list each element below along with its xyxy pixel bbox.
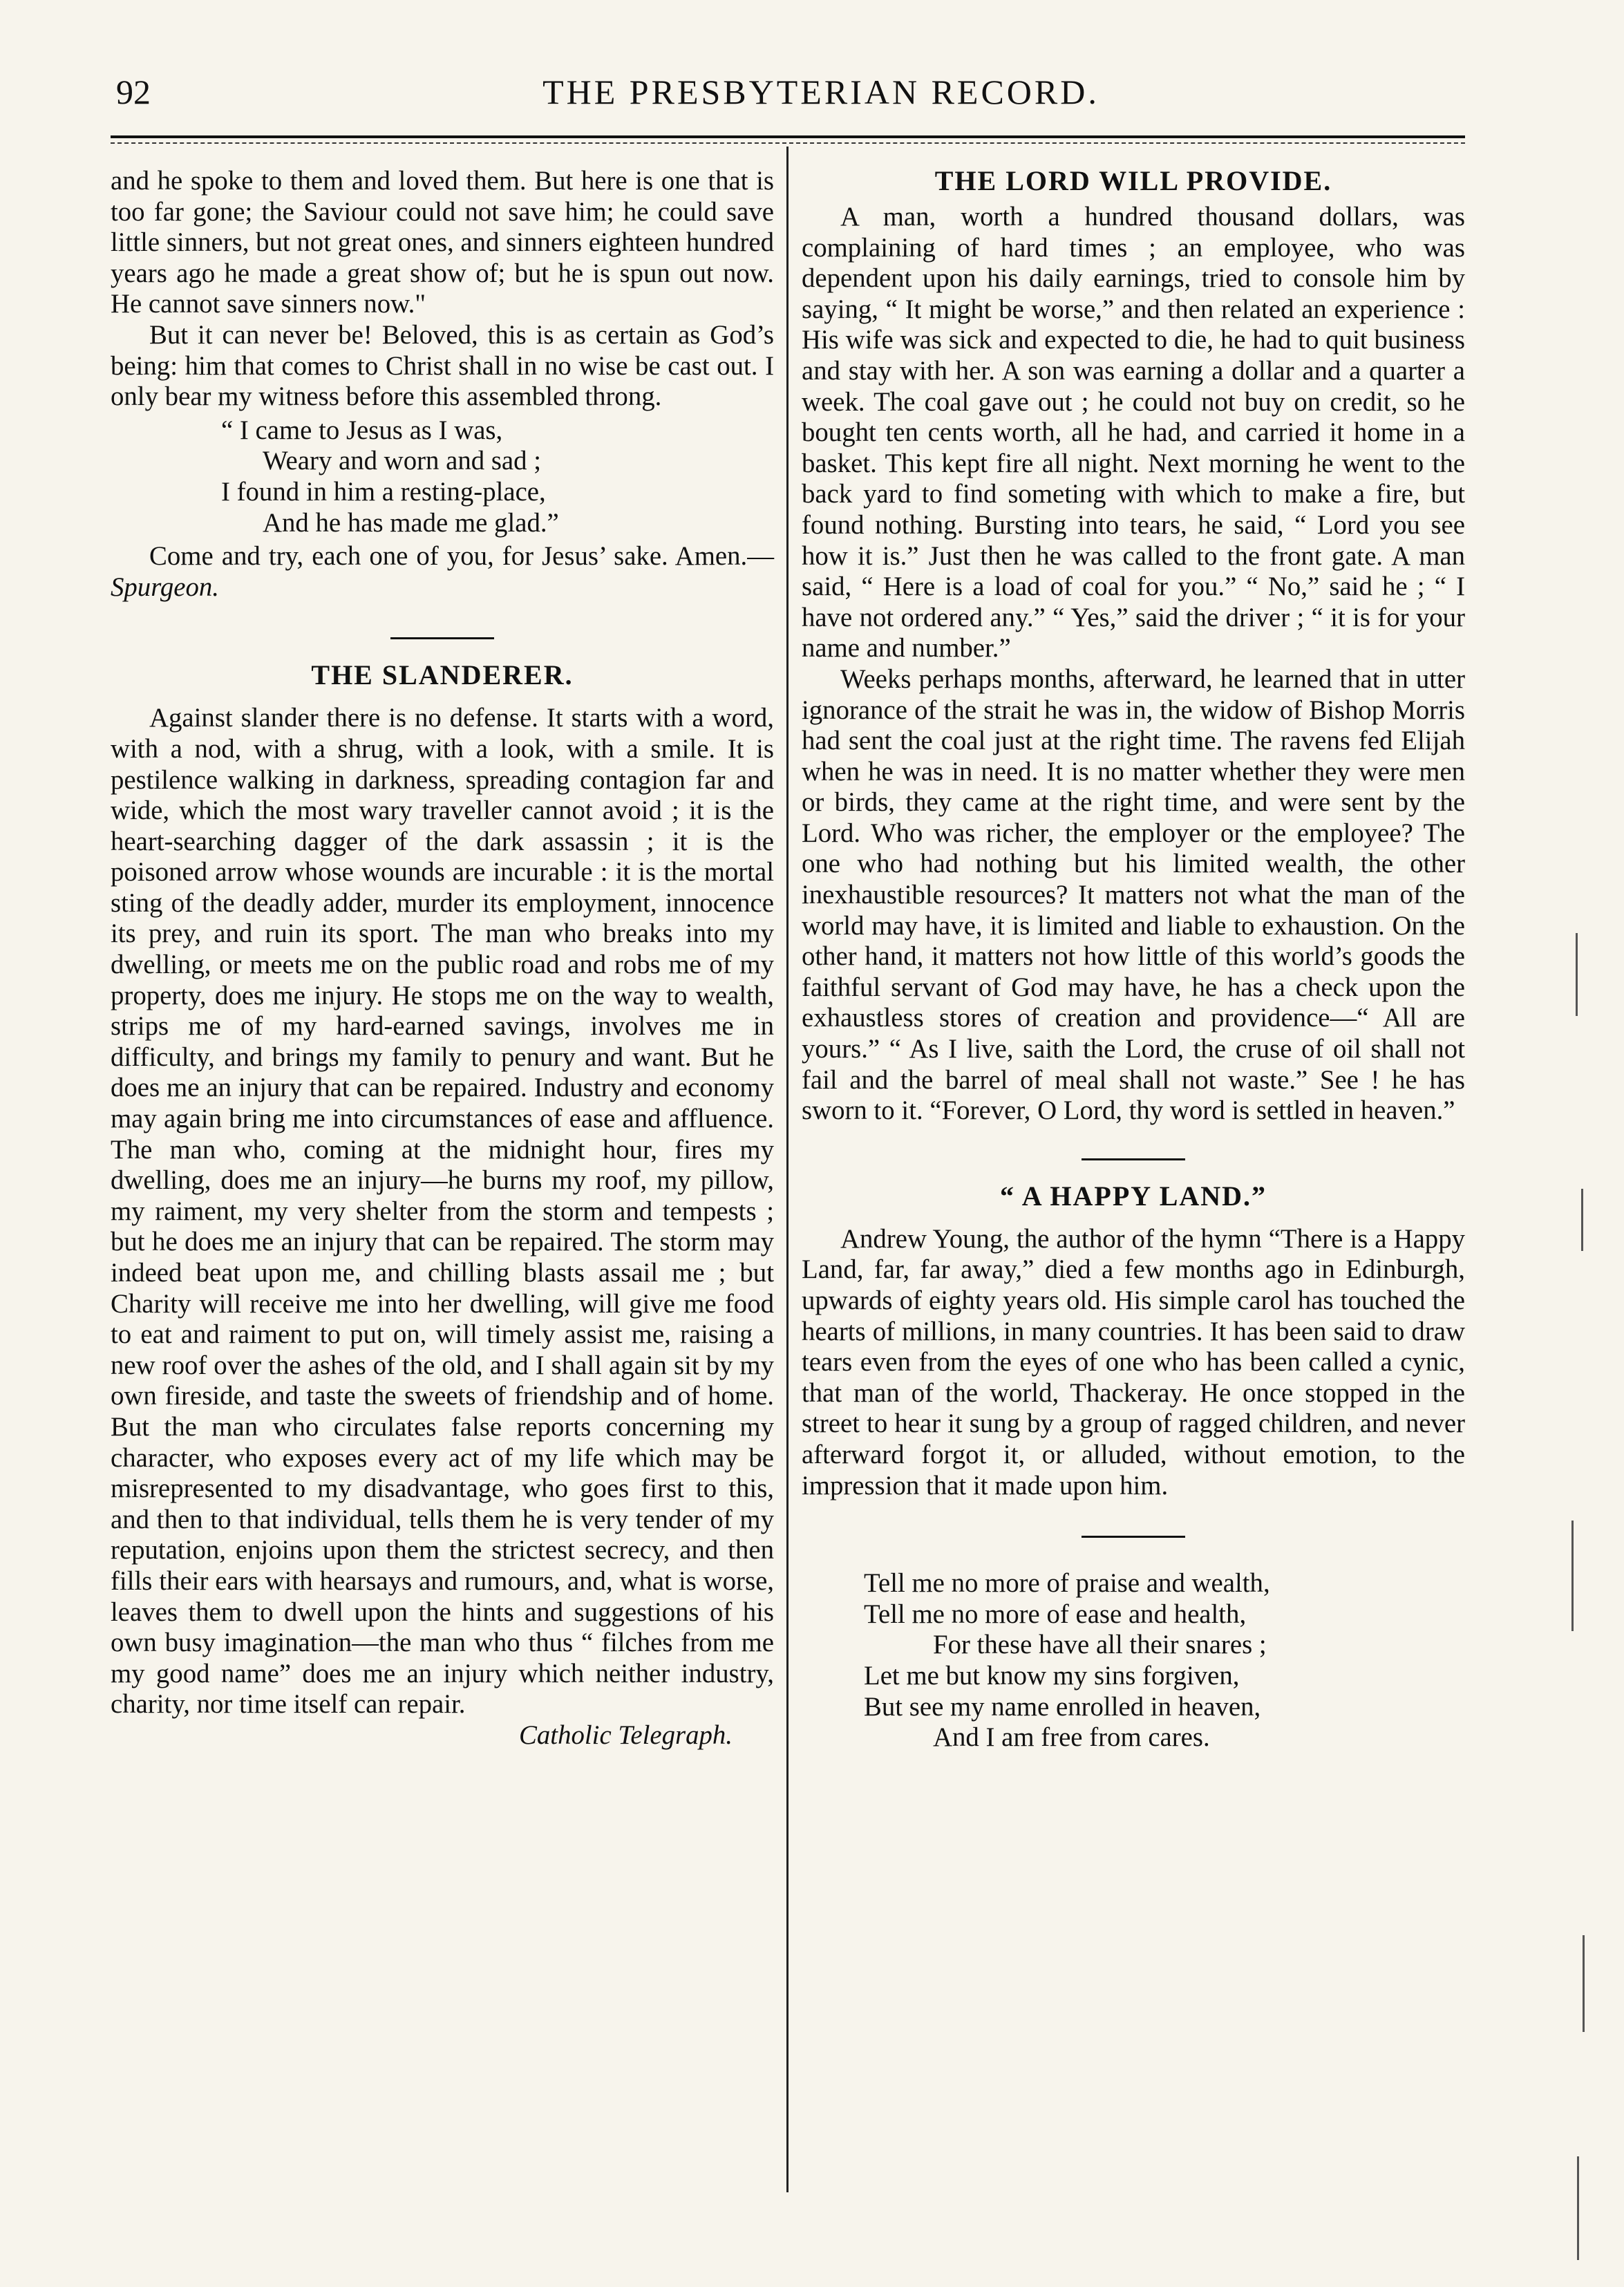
poem-line: Tell me no more of praise and wealth, xyxy=(864,1568,1270,1599)
sermon-continuation xyxy=(111,166,774,603)
closing-paragraph xyxy=(111,541,774,603)
scan-edge-marks xyxy=(1562,898,1617,2281)
article-happy-land xyxy=(802,1181,1465,1501)
article-paragraph: A man, worth a hundred thousand dollars, was complaining of hard times ; an employee, who was dependent upon his daily earnings, tried to console him by saying, “ It might be worse,” and then related an experience : His wife was sick and expected to die, he had to quit business and stay with her. A son was earning a dollar and a quarter a week. The coal gave out ; he could not buy on credit, so he bought ten cents worth, all he had, and carried it home in a basket. This kept fire all night. Next morning he went to the back yard to find someting with which to make a fire, but found nothing. Bursting into tears, he said, “ Lord you see how it is.” Just then he was called to the front gate. A man said, “ Here is a load of coal for you.” “ No,” said he ; “ I have not ordered any.” “ Yes,” said the driver ; “ it is for your name and number.” xyxy=(802,202,1465,663)
article-credit: Catholic Telegraph. xyxy=(519,1720,733,1750)
article-title: THE SLANDERER. xyxy=(311,659,574,691)
verse-line: I found in him a resting-place, xyxy=(221,476,546,507)
article-paragraph: Weeks perhaps months, afterward, he learned that in utter ignorance of the strait he was in, the widow of Bishop Morris had sent the coal just at the right time. The ravens fed Elijah when he was in need. It is no matter whether they were men or birds, they came at the right time, and were sent by the Lord. Who was richer, the employer or the employee? The one who had nothing but his limited wealth, the other inexhaustible resources? It matters not what the man of the world may have, it is limited and liable to exhaustion. On the other hand, it matters not how little of this world’s goods the faithful servant of God may have, he has a check upon the exhaustless stores of creation and providence—“ All are yours.” “ As I live, saith the Lord, the cruse of oil shall not fail and the barrel of meal shall not waste.” See ! he has sworn to it. “Forever, O Lord, thy word is settled in heaven.” xyxy=(802,663,1465,1126)
running-title: THE PRESBYTERIAN RECORD. xyxy=(542,73,1099,111)
continuation-paragraph: But it can never be! Beloved, this is as certain as God’s being: him that comes to Christ shall in no wise be cast out. I only bear my witness before this assembled throng. xyxy=(111,319,774,412)
article-body: Andrew Young, the author of the hymn “There is a Happy Land, far, far away,” died a few months ago in Edinburgh, upwards of eighty years old. His simple carol has touched the hearts of millions, in many countries. It has been said to draw tears even from the eyes of one who has been called a cynic, that man of the world, Thackeray. He once stopped in the street to hear it sung by a group of ragged children, and never afterward forgot it, or alluded, without emotion, to the impression that it made upon him. xyxy=(802,1223,1465,1500)
header-rule-dashed xyxy=(111,142,1465,144)
section-divider xyxy=(390,637,494,639)
section-divider xyxy=(1082,1158,1185,1160)
column-divider xyxy=(786,147,789,2192)
closing-text: Come and try, each one of you, for Jesus’ sake. Amen.— xyxy=(149,541,774,572)
continuation-paragraph: and he spoke to them and loved them. But here is one that is too far gone; the Saviour could not save him; he could save little sinners, but not great ones, and sinners eighteen hundred years ago he made a great show of; but he is spun out now. He cannot save sinners now." xyxy=(111,166,774,319)
left-column xyxy=(111,166,774,1751)
header-rule xyxy=(111,135,1465,138)
article-title: THE LORD WILL PROVIDE. xyxy=(934,165,1332,196)
article-body: Against slander there is no defense. It starts with a word, with a nod, with a shrug, with a look, with a smile. It is pestilence walking in darkness, spreading contagion far and wide, which the most wary traveller cannot avoid ; it is the heart-searching dagger of the dark assassin ; it is the poisoned arrow whose wounds are incurable : it is the mortal sting of the deadly adder, murder its employment, innocence its prey, and ruin its sport. The man who breaks into my dwelling, or meets me on the public road and robs me of my property, does me injury. He stops me on the way to wealth, strips me of my hard-earned savings, involves me in difficulty, and brings my family to penury and want. But he does me an injury that can be repaired. Industry and economy may again bring me into circumstances of ease and affluence. The man who, coming at the midnight hour, fires my dwelling, does me an injury—he burns my roof, my pillow, my raiment, my very shelter from the storm and tempests ; but he does me an injury that can be repaired. The storm may indeed beat upon me, and chilling blasts assail me ; but Charity will receive me into her dwelling, will give me food to eat and raiment to put on, will timely assist me, raising a new roof over the ashes of the old, and I shall again sit by my own fireside, and taste the sweets of friendship and of home. But the man who circulates false reports concerning my character, who exposes every act of my life which may be misrepresented to my disadvantage, who goes first to this, and then to that individual, tells them he is very tender of my reputation, enjoins upon them the strictest secrecy, and then fills their ears with hearsays and rumours, and, what is worse, leaves them to dwell upon the hints and suggestions of his own busy imagination—the man who thus “ filches from me my good name” does me an injury which neither industry, charity, nor time itself can repair. xyxy=(111,703,774,1720)
signature-spurgeon: Spurgeon. xyxy=(111,572,219,602)
poem-line: And I am free from cares. xyxy=(933,1722,1210,1753)
poem-line: Tell me no more of ease and health, xyxy=(864,1599,1247,1629)
article-title: “ A HAPPY LAND.” xyxy=(999,1180,1267,1212)
hymn-verse xyxy=(111,415,774,538)
poem-line: For these have all their snares ; xyxy=(933,1630,1267,1660)
verse-line: “ I came to Jesus as I was, xyxy=(221,415,503,445)
section-divider xyxy=(1082,1536,1185,1538)
article-lord-will-provide xyxy=(802,166,1465,1127)
poem-line: But see my name enrolled in heaven, xyxy=(864,1691,1261,1722)
right-column xyxy=(802,166,1465,1753)
closing-poem xyxy=(802,1568,1465,1753)
article-slanderer xyxy=(111,660,774,1751)
page-number: 92 xyxy=(116,73,151,111)
verse-line: Weary and worn and sad ; xyxy=(263,446,542,476)
poem-line: Let me but know my sins forgiven, xyxy=(864,1660,1240,1691)
verse-line: And he has made me glad.” xyxy=(263,507,559,538)
